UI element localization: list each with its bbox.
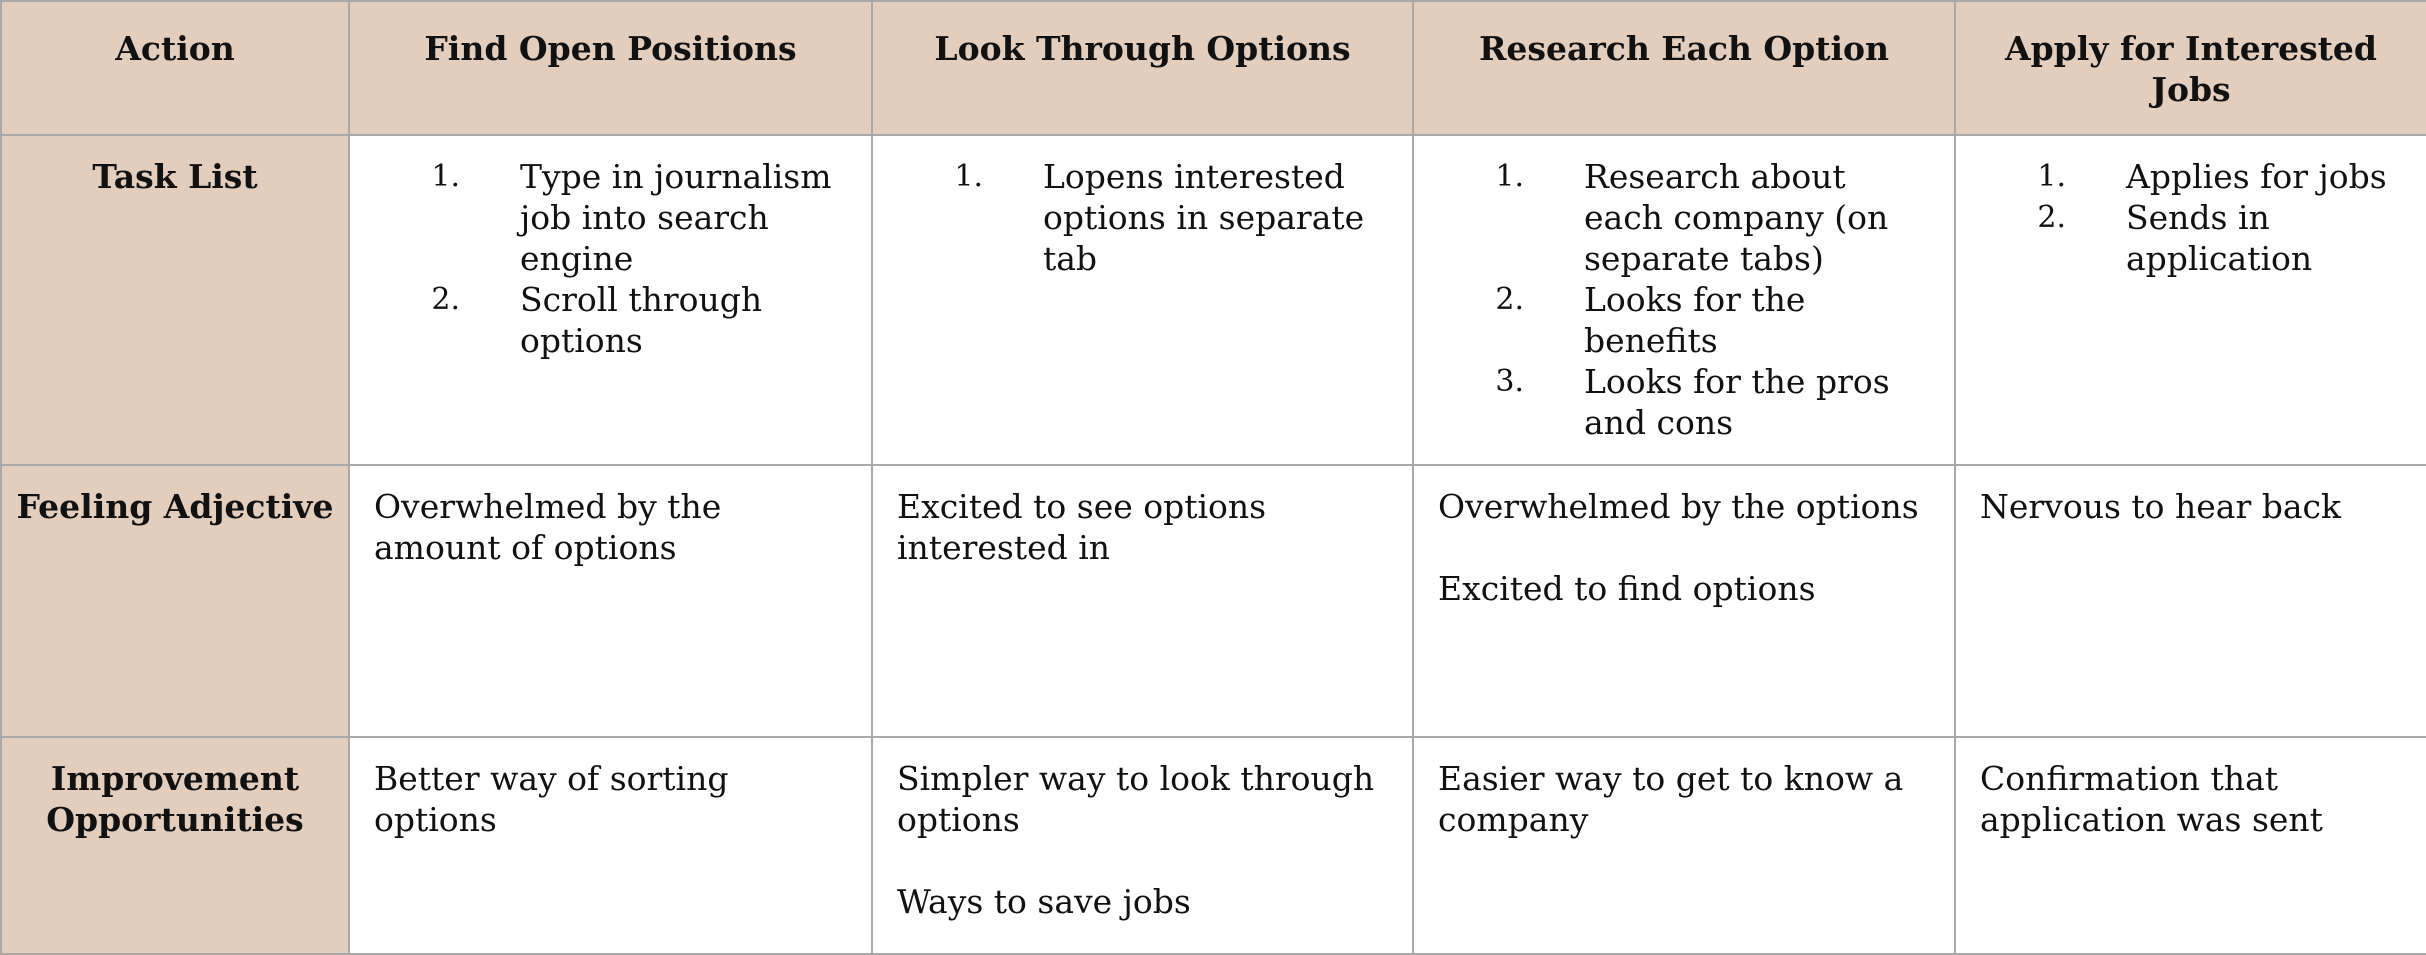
cell-text: Excited to find options [1438,569,1816,608]
task-list [1438,156,1930,443]
list-item: 1. Lopens interested options in separate tab [954,157,1365,278]
cell-text: Overwhelmed by the amount of options [374,487,722,567]
list-item: 1. Applies for jobs [2037,157,2387,196]
list-item: 3. Looks for the pros and cons [1495,362,1890,442]
improvement-row [1,737,2426,954]
task-list-cell [1413,135,1955,465]
cell-text: Confirmation that application was sent [1980,759,2323,839]
list-item: 2. Scroll through options [431,280,763,360]
cell-text: Easier way to get to know a company [1438,759,1904,839]
feeling-cell [1955,465,2426,737]
improvement-cell [349,737,872,954]
cell-text: Simpler way to look through options [897,759,1375,839]
header-row [1,1,2426,135]
cell-text: Ways to save jobs [897,882,1191,921]
task-list [897,156,1388,279]
row-label-feeling-adjective: Feeling Adjective [1,465,349,737]
improvement-cell [1955,737,2426,954]
improvement-cell [872,737,1413,954]
task-list-cell [1955,135,2426,465]
row-label-improvement-opportunities: Improvement Opportunities [1,737,349,954]
cell-text: Overwhelmed by the options [1438,487,1919,526]
feeling-cell [1413,465,1955,737]
list-item: 1. Type in journalism job into search engine [431,157,832,278]
cell-text: Excited to see options interested in [897,487,1267,567]
header-find-open-positions: Find Open Positions [349,1,872,135]
header-look-through-options: Look Through Options [872,1,1413,135]
feeling-cell [349,465,872,737]
task-list-cell [349,135,872,465]
header-action: Action [1,1,349,135]
list-item: 2. Sends in application [2037,198,2313,278]
list-item: 1. Research about each company (on separate tabs) [1495,157,1889,278]
cell-text: Better way of sorting options [374,759,729,839]
improvement-cell [1413,737,1955,954]
feeling-row [1,465,2426,737]
task-list [1980,156,2402,279]
list-item: 2. Looks for the benefits [1495,280,1806,360]
task-list-row [1,135,2426,465]
header-research-each-option: Research Each Option [1413,1,1955,135]
cell-text: Nervous to hear back [1980,487,2341,526]
row-label-task-list: Task List [1,135,349,465]
feeling-cell [872,465,1413,737]
task-list [374,156,847,361]
header-apply-for-interested-jobs: Apply for Interested Jobs [1955,1,2426,135]
task-list-cell [872,135,1413,465]
